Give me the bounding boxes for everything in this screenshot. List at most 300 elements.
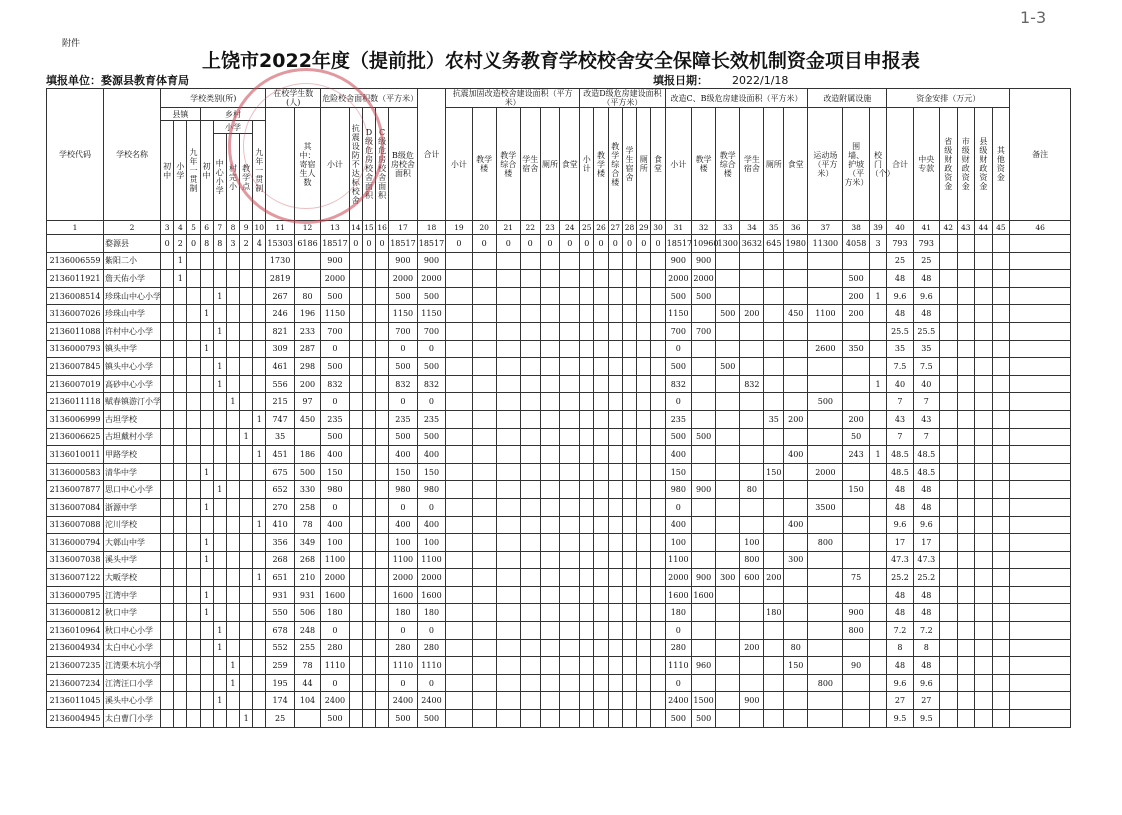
table-cell bbox=[240, 498, 253, 516]
table-cell bbox=[622, 516, 636, 534]
table-cell bbox=[496, 604, 520, 622]
table-cell: 1 bbox=[174, 270, 187, 288]
table-cell bbox=[472, 551, 496, 569]
table-cell bbox=[560, 639, 580, 657]
table-cell bbox=[637, 340, 651, 358]
table-cell bbox=[784, 692, 808, 710]
table-cell bbox=[594, 586, 608, 604]
header-aux: 改造附属设施 bbox=[808, 89, 887, 108]
table-cell bbox=[520, 569, 540, 587]
table-cell bbox=[376, 305, 389, 323]
column-number: 2 bbox=[104, 221, 161, 235]
table-cell bbox=[992, 428, 1010, 446]
table-cell: 2600 bbox=[808, 340, 843, 358]
table-cell bbox=[496, 481, 520, 499]
table-cell bbox=[784, 674, 808, 692]
table-cell: 8 bbox=[913, 639, 939, 657]
table-cell: 0 bbox=[389, 498, 418, 516]
table-cell bbox=[200, 569, 213, 587]
table-cell bbox=[540, 393, 560, 411]
column-number: 21 bbox=[496, 221, 520, 235]
table-cell bbox=[594, 604, 608, 622]
table-cell bbox=[740, 604, 764, 622]
table-cell bbox=[161, 393, 174, 411]
table-cell: 江湾中学 bbox=[104, 586, 161, 604]
table-cell bbox=[957, 692, 975, 710]
table-cell bbox=[594, 270, 608, 288]
table-cell bbox=[446, 622, 472, 640]
table-cell bbox=[869, 305, 887, 323]
table-cell bbox=[651, 622, 665, 640]
table-cell: 3500 bbox=[808, 498, 843, 516]
table-cell bbox=[957, 393, 975, 411]
table-cell bbox=[520, 481, 540, 499]
column-number: 8 bbox=[226, 221, 239, 235]
table-cell bbox=[957, 498, 975, 516]
table-cell bbox=[637, 393, 651, 411]
table-cell bbox=[349, 358, 362, 376]
table-cell: 2136008514 bbox=[47, 287, 104, 305]
table-cell: 1730 bbox=[266, 252, 295, 270]
table-cell bbox=[560, 287, 580, 305]
table-cell bbox=[992, 674, 1010, 692]
table-cell bbox=[808, 516, 843, 534]
header-aux-field: 运动场（平方米） bbox=[808, 108, 843, 221]
table-cell: 0 bbox=[520, 235, 540, 253]
table-cell bbox=[869, 410, 887, 428]
table-cell bbox=[200, 622, 213, 640]
table-cell bbox=[637, 498, 651, 516]
table-cell bbox=[594, 534, 608, 552]
table-cell: 400 bbox=[321, 446, 350, 464]
table-cell bbox=[174, 463, 187, 481]
table-cell: 紫阳二小 bbox=[104, 252, 161, 270]
table-cell bbox=[253, 710, 266, 728]
table-cell bbox=[187, 586, 200, 604]
table-cell bbox=[1010, 604, 1071, 622]
table-row bbox=[47, 375, 1071, 393]
attachment-label: 附件 bbox=[62, 39, 81, 49]
table-cell bbox=[226, 586, 239, 604]
table-cell: 1600 bbox=[665, 586, 691, 604]
table-cell bbox=[187, 375, 200, 393]
table-cell: 0 bbox=[321, 674, 350, 692]
table-cell bbox=[253, 305, 266, 323]
table-cell bbox=[174, 393, 187, 411]
table-cell: 48 bbox=[913, 498, 939, 516]
table-cell bbox=[161, 340, 174, 358]
table-cell bbox=[174, 410, 187, 428]
table-cell bbox=[213, 428, 226, 446]
table-cell: 180 bbox=[389, 604, 418, 622]
table-cell: 675 bbox=[266, 463, 295, 481]
table-cell bbox=[716, 534, 740, 552]
table-cell bbox=[594, 446, 608, 464]
table-row bbox=[47, 710, 1071, 728]
table-cell bbox=[869, 569, 887, 587]
table-cell bbox=[520, 710, 540, 728]
table-cell bbox=[975, 428, 993, 446]
table-cell bbox=[253, 375, 266, 393]
table-cell bbox=[540, 657, 560, 675]
table-cell bbox=[975, 287, 993, 305]
table-cell bbox=[992, 710, 1010, 728]
table-cell: 700 bbox=[692, 322, 716, 340]
table-cell bbox=[376, 393, 389, 411]
table-cell bbox=[651, 657, 665, 675]
table-cell bbox=[992, 622, 1010, 640]
table-cell bbox=[716, 428, 740, 446]
table-cell bbox=[472, 305, 496, 323]
table-cell bbox=[349, 340, 362, 358]
table-cell bbox=[174, 586, 187, 604]
table-cell bbox=[784, 428, 808, 446]
column-number: 10 bbox=[253, 221, 266, 235]
table-cell bbox=[520, 410, 540, 428]
table-cell bbox=[843, 358, 869, 376]
table-cell: 832 bbox=[389, 375, 418, 393]
table-cell bbox=[174, 322, 187, 340]
table-cell bbox=[939, 287, 957, 305]
header-danger-b: B级危房校舍面积 bbox=[389, 108, 418, 221]
table-cell: 1100 bbox=[389, 551, 418, 569]
table-cell: 180 bbox=[665, 604, 691, 622]
table-cell bbox=[808, 657, 843, 675]
table-cell bbox=[520, 340, 540, 358]
table-cell bbox=[200, 270, 213, 288]
table-cell bbox=[992, 375, 1010, 393]
table-cell bbox=[376, 498, 389, 516]
table-cell bbox=[161, 657, 174, 675]
table-cell bbox=[808, 710, 843, 728]
table-cell bbox=[1010, 674, 1071, 692]
table-cell bbox=[740, 322, 764, 340]
table-cell bbox=[869, 657, 887, 675]
table-cell bbox=[240, 657, 253, 675]
table-cell bbox=[47, 235, 104, 253]
table-cell bbox=[349, 446, 362, 464]
table-cell: 0 bbox=[389, 340, 418, 358]
table-cell bbox=[472, 692, 496, 710]
table-cell bbox=[560, 393, 580, 411]
table-cell bbox=[957, 622, 975, 640]
table-cell bbox=[1010, 639, 1071, 657]
table-cell: 500 bbox=[417, 428, 446, 446]
table-cell: 1 bbox=[213, 692, 226, 710]
table-cell: 7 bbox=[887, 428, 913, 446]
table-cell bbox=[226, 340, 239, 358]
table-cell: 500 bbox=[665, 710, 691, 728]
table-cell bbox=[376, 604, 389, 622]
table-cell bbox=[446, 692, 472, 710]
table-cell: 80 bbox=[294, 287, 320, 305]
table-cell bbox=[622, 498, 636, 516]
table-cell bbox=[540, 551, 560, 569]
table-cell: 700 bbox=[417, 322, 446, 340]
table-cell bbox=[580, 358, 594, 376]
table-cell: 1100 bbox=[808, 305, 843, 323]
table-cell bbox=[161, 305, 174, 323]
table-cell bbox=[376, 692, 389, 710]
table-cell: 4058 bbox=[843, 235, 869, 253]
table-cell bbox=[187, 516, 200, 534]
table-cell bbox=[594, 481, 608, 499]
table-cell: 258 bbox=[294, 498, 320, 516]
table-row bbox=[47, 481, 1071, 499]
table-cell bbox=[520, 674, 540, 692]
table-cell: 100 bbox=[665, 534, 691, 552]
table-cell: 0 bbox=[651, 235, 665, 253]
table-cell bbox=[637, 586, 651, 604]
table-cell bbox=[472, 534, 496, 552]
table-cell: 6186 bbox=[294, 235, 320, 253]
table-cell: 27 bbox=[913, 692, 939, 710]
table-cell bbox=[376, 270, 389, 288]
table-cell: 0 bbox=[417, 340, 446, 358]
table-cell: 9.5 bbox=[887, 710, 913, 728]
table-cell bbox=[240, 305, 253, 323]
table-cell bbox=[349, 710, 362, 728]
table-cell bbox=[594, 252, 608, 270]
table-cell: 2136007019 bbox=[47, 375, 104, 393]
table-cell bbox=[637, 481, 651, 499]
table-cell bbox=[362, 657, 375, 675]
table-cell bbox=[580, 252, 594, 270]
table-cell bbox=[808, 428, 843, 446]
table-cell bbox=[764, 639, 784, 657]
table-cell bbox=[784, 463, 808, 481]
table-cell bbox=[992, 322, 1010, 340]
column-number: 35 bbox=[764, 221, 784, 235]
table-cell bbox=[161, 410, 174, 428]
table-cell bbox=[637, 622, 651, 640]
table-cell: 0 bbox=[472, 235, 496, 253]
table-cell bbox=[608, 516, 622, 534]
table-cell bbox=[957, 270, 975, 288]
table-cell bbox=[975, 710, 993, 728]
table-cell bbox=[472, 252, 496, 270]
table-row bbox=[47, 534, 1071, 552]
table-cell: 233 bbox=[294, 322, 320, 340]
table-cell: 556 bbox=[266, 375, 295, 393]
table-cell bbox=[784, 534, 808, 552]
table-cell bbox=[1010, 622, 1071, 640]
table-cell bbox=[349, 252, 362, 270]
table-cell bbox=[213, 569, 226, 587]
table-cell bbox=[161, 516, 174, 534]
table-cell: 江湾栗木坑小学 bbox=[104, 657, 161, 675]
table-cell bbox=[496, 252, 520, 270]
table-cell bbox=[446, 481, 472, 499]
table-cell bbox=[540, 340, 560, 358]
column-number: 32 bbox=[692, 221, 716, 235]
table-cell bbox=[957, 586, 975, 604]
table-cell bbox=[560, 428, 580, 446]
header-total: 合计 bbox=[417, 89, 446, 221]
table-cell bbox=[975, 657, 993, 675]
table-cell: 1 bbox=[253, 410, 266, 428]
table-cell bbox=[226, 622, 239, 640]
table-cell bbox=[540, 516, 560, 534]
table-cell: 2136007877 bbox=[47, 481, 104, 499]
header-danger-c: C级危房校舍面积 bbox=[376, 108, 389, 221]
table-cell: 300 bbox=[716, 569, 740, 587]
table-cell bbox=[496, 410, 520, 428]
table-cell bbox=[226, 569, 239, 587]
column-number: 5 bbox=[187, 221, 200, 235]
page-title: 上饶市2022年度（提前批）农村义务教育学校校舍安全保障长效机制资金项目申报表 bbox=[202, 50, 920, 72]
header-cb-dorm: 学生宿舍 bbox=[740, 108, 764, 221]
table-cell bbox=[580, 410, 594, 428]
table-cell bbox=[1010, 463, 1071, 481]
table-cell bbox=[764, 340, 784, 358]
table-cell bbox=[764, 252, 784, 270]
table-cell bbox=[174, 639, 187, 657]
table-cell bbox=[594, 569, 608, 587]
table-cell bbox=[187, 410, 200, 428]
table-cell: 832 bbox=[665, 375, 691, 393]
table-cell: 8 bbox=[200, 235, 213, 253]
table-cell: 1 bbox=[213, 481, 226, 499]
table-cell bbox=[253, 586, 266, 604]
table-cell bbox=[161, 622, 174, 640]
table-cell bbox=[446, 710, 472, 728]
table-cell bbox=[939, 622, 957, 640]
table-row bbox=[47, 287, 1071, 305]
header-town-primary: 小学 bbox=[174, 121, 187, 221]
table-cell bbox=[784, 270, 808, 288]
table-cell: 48 bbox=[913, 481, 939, 499]
table-cell bbox=[240, 446, 253, 464]
table-cell: 50 bbox=[843, 428, 869, 446]
column-number: 42 bbox=[939, 221, 957, 235]
table-cell bbox=[594, 410, 608, 428]
table-cell bbox=[362, 270, 375, 288]
table-cell bbox=[376, 252, 389, 270]
table-cell: 0 bbox=[389, 674, 418, 692]
table-cell bbox=[226, 481, 239, 499]
table-cell: 500 bbox=[321, 428, 350, 446]
table-cell: 1 bbox=[253, 516, 266, 534]
table-cell: 2000 bbox=[321, 270, 350, 288]
table-cell bbox=[213, 604, 226, 622]
table-cell bbox=[808, 358, 843, 376]
header-town-9yr: 九年一贯制 bbox=[187, 121, 200, 221]
table-cell bbox=[472, 569, 496, 587]
table-cell bbox=[992, 498, 1010, 516]
table-cell: 25 bbox=[913, 252, 939, 270]
table-cell bbox=[362, 481, 375, 499]
table-cell: 960 bbox=[692, 657, 716, 675]
table-cell bbox=[869, 586, 887, 604]
table-cell: 40 bbox=[887, 375, 913, 393]
table-cell bbox=[992, 481, 1010, 499]
table-cell: 248 bbox=[294, 622, 320, 640]
table-cell: 1110 bbox=[665, 657, 691, 675]
table-row bbox=[47, 516, 1071, 534]
table-cell bbox=[240, 322, 253, 340]
table-cell: 821 bbox=[266, 322, 295, 340]
table-cell bbox=[226, 270, 239, 288]
table-row bbox=[47, 674, 1071, 692]
header-danger-subtotal: 小计 bbox=[321, 108, 350, 221]
table-cell bbox=[446, 604, 472, 622]
table-cell bbox=[187, 287, 200, 305]
table-cell bbox=[376, 586, 389, 604]
table-cell bbox=[472, 586, 496, 604]
table-cell bbox=[843, 692, 869, 710]
table-cell: 0 bbox=[560, 235, 580, 253]
table-cell bbox=[560, 516, 580, 534]
table-cell: 18517 bbox=[321, 235, 350, 253]
table-cell bbox=[939, 710, 957, 728]
table-cell bbox=[496, 516, 520, 534]
column-number: 22 bbox=[520, 221, 540, 235]
table-cell: 2 bbox=[240, 235, 253, 253]
table-cell: 900 bbox=[321, 252, 350, 270]
table-cell bbox=[560, 322, 580, 340]
table-cell bbox=[226, 375, 239, 393]
table-cell bbox=[187, 604, 200, 622]
table-cell bbox=[716, 252, 740, 270]
column-number: 6 bbox=[200, 221, 213, 235]
table-cell bbox=[992, 287, 1010, 305]
table-cell bbox=[187, 692, 200, 710]
table-cell bbox=[496, 534, 520, 552]
table-cell bbox=[213, 270, 226, 288]
header-dlevel-canteen: 食堂 bbox=[651, 108, 665, 221]
table-cell bbox=[187, 674, 200, 692]
table-cell bbox=[240, 622, 253, 640]
table-cell bbox=[446, 569, 472, 587]
table-cell bbox=[939, 516, 957, 534]
table-cell bbox=[226, 692, 239, 710]
table-cell bbox=[472, 358, 496, 376]
table-cell bbox=[622, 428, 636, 446]
table-cell bbox=[939, 270, 957, 288]
table-cell bbox=[637, 551, 651, 569]
table-cell bbox=[939, 551, 957, 569]
table-cell: 2136004934 bbox=[47, 639, 104, 657]
table-cell bbox=[349, 322, 362, 340]
table-cell bbox=[240, 569, 253, 587]
table-cell bbox=[362, 692, 375, 710]
table-cell bbox=[540, 428, 560, 446]
table-cell bbox=[957, 358, 975, 376]
table-cell bbox=[240, 551, 253, 569]
table-cell bbox=[764, 674, 784, 692]
table-cell bbox=[294, 270, 320, 288]
table-cell: 255 bbox=[294, 639, 320, 657]
table-cell bbox=[161, 322, 174, 340]
table-cell: 9.6 bbox=[887, 674, 913, 692]
table-cell: 2000 bbox=[417, 270, 446, 288]
table-cell bbox=[240, 639, 253, 657]
table-cell bbox=[975, 340, 993, 358]
table-cell: 思口中心小学 bbox=[104, 481, 161, 499]
table-row bbox=[47, 340, 1071, 358]
table-cell bbox=[764, 428, 784, 446]
table-cell bbox=[869, 710, 887, 728]
table-cell bbox=[226, 305, 239, 323]
table-cell bbox=[764, 692, 784, 710]
table-cell: 800 bbox=[740, 551, 764, 569]
table-cell bbox=[716, 463, 740, 481]
table-cell: 11300 bbox=[808, 235, 843, 253]
table-cell: 100 bbox=[321, 534, 350, 552]
table-cell bbox=[637, 710, 651, 728]
table-cell: 200 bbox=[764, 569, 784, 587]
